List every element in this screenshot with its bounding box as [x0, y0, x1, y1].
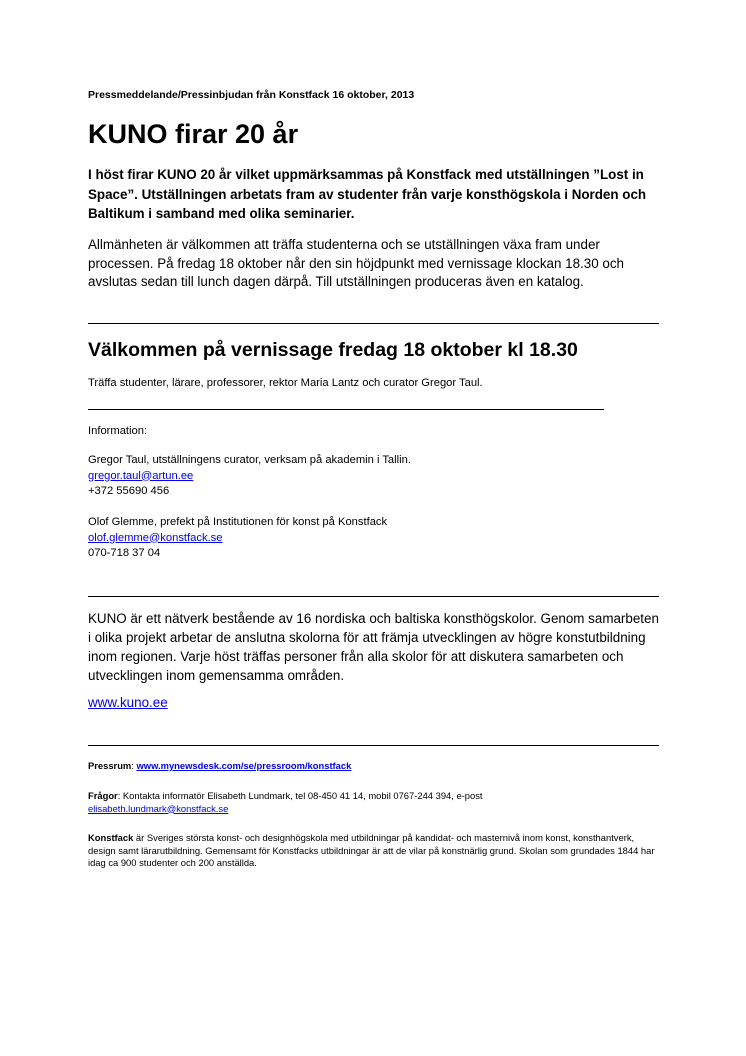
kuno-description: KUNO är ett nätverk bestående av 16 nordiska och baltiska konsthögskolor. Genom samarbeten i olika projekt arbetar de anslutna skolorna för att främja utvecklingen av högre konstutbildning inom regionen. Varje höst träffas personer från alla skolor för att diskutera samarbeten och utvecklingen inom gemensamma områden. [88, 611, 659, 683]
questions-label: Frågor [88, 790, 118, 801]
pressrum-line [88, 760, 663, 773]
pressrum-separator: : [131, 760, 137, 771]
konstfack-label: Konstfack [88, 832, 134, 843]
contact-description: Olof Glemme, prefekt på Institutionen för konst på Konstfack [88, 516, 388, 528]
questions-text: : Kontakta informatör Elisabeth Lundmark, tel 08-450 41 14, mobil 0767-244 394, e-post [117, 790, 483, 801]
questions-block [88, 790, 663, 815]
vernissage-text: Träffa studenter, lärare, professorer, rektor Maria Lantz och curator Gregor Taul. [88, 377, 483, 389]
section-divider [88, 323, 659, 324]
lead-paragraph: I höst firar KUNO 20 år vilket uppmärksammas på Konstfack med utställningen ”Lost in Space”. Utställningen arbetats fram av studenter från varje konsthögskola i Norden och Baltikum i samband med olika seminarier. [88, 167, 647, 221]
press-contact-email-link[interactable]: elisabeth.lundmark@konstfack.se [88, 802, 229, 814]
contact-block [88, 515, 648, 562]
intro-paragraph: Allmänheten är välkommen att träffa studenterna och se utställningen växa fram under processen. På fredag 18 oktober når den sin höjdpunkt med vernissage klockan 18.30 och avslutas sedan till lunch dagen därpå. Till utställningen produceras även en katalog. [88, 237, 624, 289]
contact-description: Gregor Taul, utställningens curator, verksam på akademin i Tallin. [88, 454, 411, 466]
contact-email-link[interactable]: gregor.taul@artun.ee [88, 469, 194, 482]
section-divider [88, 409, 604, 410]
konstfack-about [88, 832, 663, 870]
contact-email-link[interactable]: olof.glemme@konstfack.se [88, 531, 223, 544]
release-kicker: Pressmeddelande/Pressinbjudan från Konstfack 16 oktober, 2013 [88, 89, 415, 101]
section-divider [88, 745, 659, 746]
konstfack-text: är Sveriges största konst- och designhögskola med utbildningar på kandidat- och masternivå inom konst, konsthantverk, design samt lärarutbildning. Gemensamt för Konstfacks utbildningar är att de vilar på konstnärlig grund. Skolan som grundades 1844 har idag ca 900 studenter och 200 anställda. [88, 832, 655, 869]
section-divider [88, 596, 659, 597]
vernissage-heading: Välkommen på vernissage fredag 18 oktober kl 18.30 [88, 339, 578, 361]
pressrum-label: Pressrum [88, 760, 132, 771]
kuno-website-link[interactable]: www.kuno.ee [88, 695, 168, 710]
information-label: Information: [88, 425, 148, 437]
contact-phone: +372 55690 456 [88, 485, 170, 497]
contact-block [88, 453, 648, 500]
page-title: KUNO firar 20 år [88, 119, 299, 149]
contact-phone: 070-718 37 04 [88, 547, 161, 559]
pressroom-link[interactable]: www.mynewsdesk.com/se/pressroom/konstfack [136, 760, 352, 771]
